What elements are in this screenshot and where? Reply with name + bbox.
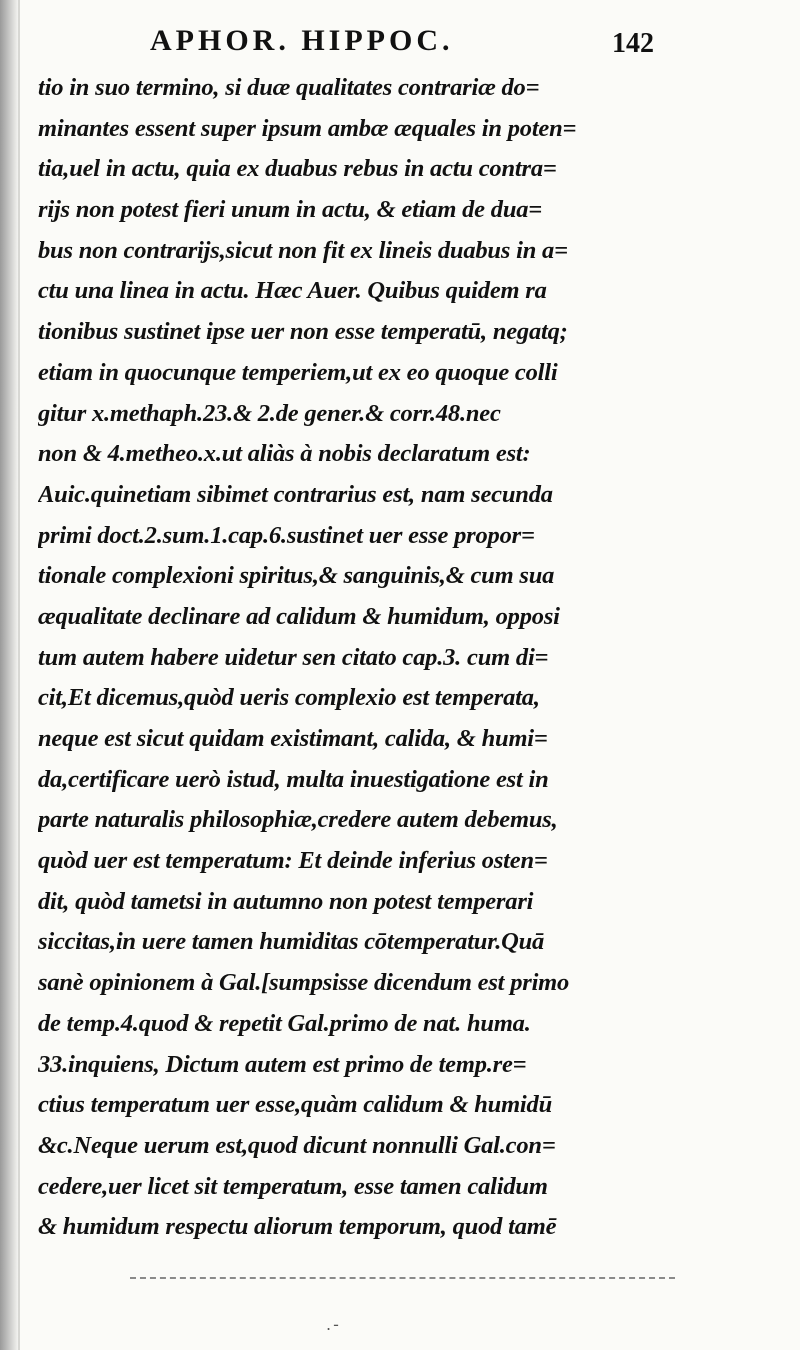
text-line: tionibus sustinet ipse uer non esse temperatū, negatq; xyxy=(38,318,568,346)
running-header: APHOR. HIPPOC. xyxy=(150,24,454,57)
text-line: de temp.4.quod & repetit Gal.primo de nat. huma. xyxy=(38,1009,531,1037)
text-line: parte naturalis philosophiæ,credere autem debemus, xyxy=(38,806,558,834)
text-line: tionale complexioni spiritus,& sanguinis,& cum sua xyxy=(38,562,555,590)
text-line: &c.Neque uerum est,quod dicunt nonnulli Gal.con= xyxy=(38,1131,556,1159)
text-line: non & 4.metheo.x.ut aliàs à nobis declaratum est: xyxy=(38,440,531,468)
text-line: etiam in quocunque temperiem,ut ex eo quoque colli xyxy=(38,358,558,386)
page-number: 142 xyxy=(612,28,654,59)
text-line: ctius temperatum uer esse,quàm calidum & humidū xyxy=(38,1091,553,1119)
text-line: siccitas,in uere tamen humiditas cōtemperatur.Quā xyxy=(38,928,545,956)
text-line: primi doct.2.sum.1.cap.6.sustinet uer esse propor= xyxy=(38,521,535,549)
text-line: da,certificare uerò istud, multa inuestigatione est in xyxy=(38,765,549,793)
text-line: minantes essent super ipsum ambæ æquales in poten= xyxy=(38,114,577,142)
text-line: rijs non potest fieri unum in actu, & etiam de dua= xyxy=(38,196,543,224)
text-line: æqualitate declinare ad calidum & humidum, opposi xyxy=(38,602,560,630)
page-edge xyxy=(18,0,20,1350)
body-text xyxy=(38,68,678,1248)
text-line: cit,Et dicemus,quòd ueris complexio est temperata, xyxy=(38,684,540,712)
text-line: bus non contrarijs,sicut non fit ex lineis duabus in a= xyxy=(38,236,568,264)
text-line: cedere,uer licet sit temperatum, esse tamen calidum xyxy=(38,1172,548,1200)
text-line: quòd uer est temperatum: Et deinde inferius osten= xyxy=(38,847,548,875)
text-line: sanè opinionem à Gal.[sumpsisse dicendum est primo xyxy=(38,969,570,997)
text-line: ctu una linea in actu. Hæc Auer. Quibus quidem ra xyxy=(38,277,547,305)
text-line: tia,uel in actu, quia ex duabus rebus in actu contra= xyxy=(38,155,557,183)
text-line: gitur x.methaph.23.& 2.de gener.& corr.48.nec xyxy=(38,399,501,427)
text-line: neque est sicut quidam existimant, calida, & humi= xyxy=(38,725,548,752)
text-line: tio in suo termino, si duæ qualitates contrariæ do= xyxy=(38,74,540,101)
binding-shadow xyxy=(0,0,18,1350)
text-line: & humidum respectu aliorum temporum, quod tamē xyxy=(38,1213,557,1241)
bottom-rule xyxy=(130,1277,675,1279)
bottom-mark: .- xyxy=(326,1315,341,1334)
text-line: dit, quòd tametsi in autumno non potest temperari xyxy=(38,887,534,915)
text-line: Auic.quinetiam sibimet contrarius est, nam secunda xyxy=(38,480,553,508)
text-line: 33.inquiens, Dictum autem est primo de temp.re= xyxy=(38,1050,527,1078)
text-line: tum autem habere uidetur sen citato cap.3. cum di= xyxy=(38,643,549,671)
